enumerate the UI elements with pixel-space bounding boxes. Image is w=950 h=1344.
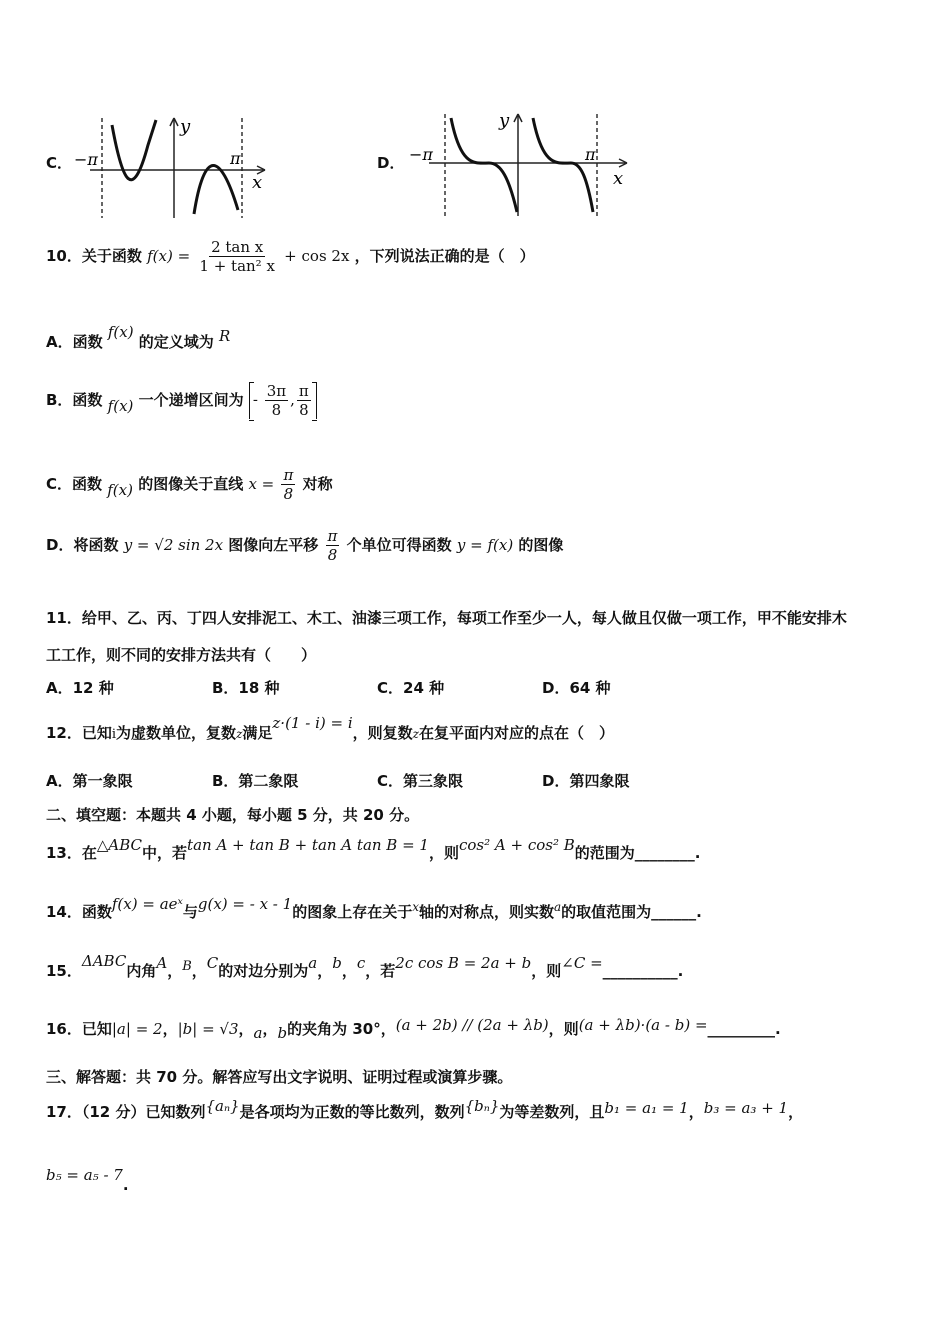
q13-stem xyxy=(46,836,701,863)
q13-prefix: 13．在 xyxy=(46,844,97,862)
x-axis-label: x xyxy=(252,172,263,193)
q10-suffix: ，下列说法正确的是（ ） xyxy=(354,247,535,265)
pi-label: π xyxy=(230,149,241,168)
option-d-prefix: D．将函数 xyxy=(46,536,119,554)
q10-d-func2: y = f(x) xyxy=(456,536,514,554)
option-c-label: C． xyxy=(46,154,73,172)
q15-c: c xyxy=(356,954,366,972)
option-b-text: 一个递增区间为 xyxy=(138,391,244,409)
q16-sep2: ， xyxy=(238,1020,254,1038)
q16-sep1: ， xyxy=(162,1020,178,1038)
pi-label: π xyxy=(585,145,596,164)
q17-bn: {bₙ} xyxy=(464,1097,500,1115)
option-c-suffix: 对称 xyxy=(302,475,333,493)
q14-suffix: 的取值范围为______. xyxy=(561,903,702,921)
q15-b: b xyxy=(332,954,342,972)
q12-stem xyxy=(46,714,614,743)
q14-mid3: 轴的对称点，则实数 xyxy=(418,903,554,921)
q11-option-b: B．18 种 xyxy=(212,679,280,697)
d-frac-num: π xyxy=(327,527,338,545)
q15-angle: ∠C = xyxy=(561,954,603,972)
y-axis-label: y xyxy=(180,116,191,137)
curve-d-right xyxy=(533,118,593,212)
q17-cond2: b₃ = a₃ + 1 xyxy=(703,1099,789,1117)
q10-frac-den: 1 + tan² x xyxy=(199,257,275,275)
q12-mid3: ，则复数 xyxy=(352,724,413,742)
q15-B: B xyxy=(182,959,192,974)
q10-option-a xyxy=(46,323,231,352)
q15-mid1: 内角 xyxy=(126,962,157,980)
q17-tail: ， xyxy=(788,1103,804,1121)
curve-c-left xyxy=(112,120,156,180)
q10-frac-num: 2 tan x xyxy=(211,238,264,256)
q10-b-interval xyxy=(249,382,317,419)
q13-mid1: 中，若 xyxy=(142,844,188,862)
option-d-suffix: 的图像 xyxy=(518,536,564,554)
q10-stem xyxy=(46,238,535,275)
q16-a: a xyxy=(253,1024,263,1042)
q15-stem xyxy=(46,952,684,981)
q13-expression: cos² A + cos² B xyxy=(459,836,575,854)
q16-sep3: ， xyxy=(262,1020,278,1038)
q16-mid1: 的夹角为 30°， xyxy=(287,1020,396,1038)
c-frac-den: 8 xyxy=(283,485,294,503)
option-d-label: D． xyxy=(377,154,405,172)
interval-left-num: 3π xyxy=(266,382,287,400)
q16-b: b xyxy=(277,1024,288,1042)
q17-cond3-line xyxy=(46,1166,129,1194)
q12-equation: z·(1 - i) = i xyxy=(272,714,353,732)
q15-sep1: ， xyxy=(167,962,183,980)
q10-option-c xyxy=(46,466,333,503)
option-c-text: 的图像关于直线 xyxy=(138,475,244,493)
option-d-text2: 个单位可得函数 xyxy=(346,536,452,554)
q10-fraction xyxy=(197,238,277,275)
q10-prefix: 10．关于函数 xyxy=(46,247,142,265)
curve-c-right xyxy=(194,165,238,214)
q11-option-a: A．12 种 xyxy=(46,679,114,697)
q14-x: x xyxy=(412,900,419,914)
q17-mid2: 为等差数列，且 xyxy=(499,1103,605,1121)
q15-triangle: ΔABC xyxy=(81,952,127,970)
q13-triangle: △ABC xyxy=(96,836,143,854)
q15-sep2: ， xyxy=(191,962,207,980)
q10-d-func: y = √2 sin 2x xyxy=(123,536,224,554)
q17-cond3: b₅ = a₅ - 7 xyxy=(46,1166,123,1184)
q13-condition: tan A + tan B + tan A tan B = 1 xyxy=(187,836,429,854)
q12-z: z xyxy=(236,727,243,741)
x-axis-label: x xyxy=(613,168,624,189)
neg-pi-label: −π xyxy=(74,150,98,169)
q15-A: A xyxy=(156,954,168,972)
q11-line2: 工工作，则不同的安排方法共有（ ） xyxy=(46,646,317,664)
q15-mid2: 的对边分别为 xyxy=(218,962,309,980)
q12-i: i xyxy=(111,727,117,742)
q14-g: g(x) = - x - 1 xyxy=(197,895,293,913)
q10-d-frac xyxy=(326,527,340,564)
q17-mid1: 是各项均为正数的等比数列，数列 xyxy=(239,1103,465,1121)
q10-b-fx: f(x) xyxy=(107,397,134,415)
q16-parallel: (a + 2b) // (2a + λb) xyxy=(395,1016,549,1034)
neg-pi-label: −π xyxy=(409,145,433,164)
interval-right-den: 8 xyxy=(299,401,309,419)
q17-end: . xyxy=(122,1176,129,1194)
q10-func-lhs: f(x) = xyxy=(147,247,191,265)
q16-prefix: 16．已知 xyxy=(46,1020,112,1038)
graph-d xyxy=(405,108,635,220)
q12-suffix: 在复平面内对应的点在（ ） xyxy=(418,724,614,742)
q15-suffix: __________. xyxy=(602,962,684,980)
section-3-heading: 三、解答题：共 70 分。解答应写出文字说明、证明过程或演算步骤。 xyxy=(46,1068,513,1086)
q11-option-d: D．64 种 xyxy=(542,679,611,697)
q14-f: f(x) = aeˣ xyxy=(111,895,183,913)
q14-a: a xyxy=(554,900,562,914)
curve-d-left xyxy=(451,118,517,212)
q10-func-tail: + cos 2x xyxy=(284,247,350,265)
option-b-prefix: B．函数 xyxy=(46,391,103,409)
q13-suffix: 的范围为________. xyxy=(574,844,701,862)
option-a-prefix: A．函数 xyxy=(46,333,103,351)
q11-line1: 11．给甲、乙、丙、丁四人安排泥工、木工、油漆三项工作，每项工作至少一人，每人做且仅做一项工作，甲不能安排木 xyxy=(46,609,847,627)
c-frac-num: π xyxy=(283,466,294,484)
q12-mid2: 满足 xyxy=(242,724,273,742)
q17-sep: ， xyxy=(688,1103,704,1121)
y-axis-label: y xyxy=(499,110,510,131)
graph-c xyxy=(70,110,280,222)
interval-sign: - xyxy=(252,390,258,409)
q16-a-norm: |a| = 2 xyxy=(111,1020,163,1038)
q12-mid1: 为虚数单位，复数 xyxy=(116,724,237,742)
q12-option-d: D．第四象限 xyxy=(542,772,630,790)
q10-c-frac xyxy=(281,466,295,503)
q10-a-fx: f(x) xyxy=(107,323,134,341)
q11-option-c: C．24 种 xyxy=(377,679,445,697)
q15-sep3: ， xyxy=(317,962,333,980)
q16-expression: (a + λb)·(a - b) = xyxy=(578,1016,708,1034)
q15-mid3: ，若 xyxy=(365,962,396,980)
q14-mid2: 的图象上存在关于 xyxy=(292,903,413,921)
d-frac-den: 8 xyxy=(327,546,338,564)
q10-a-R: R xyxy=(219,327,231,345)
q17-stem xyxy=(46,1097,804,1122)
q16-suffix: _________. xyxy=(707,1020,781,1038)
interval-comma: , xyxy=(290,390,295,409)
q13-mid2: ，则 xyxy=(428,844,459,862)
q10-option-d xyxy=(46,527,563,564)
q15-sep4: ， xyxy=(341,962,357,980)
q14-prefix: 14．函数 xyxy=(46,903,112,921)
section-2-heading: 二、填空题：本题共 4 小题，每小题 5 分，共 20 分。 xyxy=(46,806,420,824)
q17-an: {aₙ} xyxy=(205,1097,240,1115)
q15-prefix: 15． xyxy=(46,962,82,980)
q12-prefix: 12．已知 xyxy=(46,724,112,742)
q15-mid4: ，则 xyxy=(531,962,562,980)
q12-option-b: B．第二象限 xyxy=(212,772,299,790)
q15-a: a xyxy=(308,954,318,972)
q10-option-b xyxy=(46,382,317,419)
q12-z2: z xyxy=(412,727,419,741)
q17-prefix: 17．（12 分）已知数列 xyxy=(46,1103,206,1121)
option-a-text: 的定义域为 xyxy=(138,333,214,351)
q17-cond1: b₁ = a₁ = 1 xyxy=(604,1099,689,1117)
q10-c-x-eq: x = xyxy=(248,475,275,493)
q14-mid1: 与 xyxy=(182,903,198,921)
q14-stem xyxy=(46,895,702,922)
q16-b-norm: |b| = √3 xyxy=(177,1020,239,1038)
interval-left-den: 8 xyxy=(271,401,282,419)
q15-condition: 2c cos B = 2a + b xyxy=(395,954,532,972)
q12-option-a: A．第一象限 xyxy=(46,772,133,790)
interval-right-num: π xyxy=(298,382,309,400)
q15-C: C xyxy=(206,954,219,972)
q16-stem xyxy=(46,1016,781,1042)
option-c-prefix: C．函数 xyxy=(46,475,103,493)
q12-option-c: C．第三象限 xyxy=(377,772,464,790)
option-d-text: 图像向左平移 xyxy=(228,536,319,554)
q10-c-fx: f(x) xyxy=(107,481,133,499)
q16-mid2: ，则 xyxy=(548,1020,579,1038)
